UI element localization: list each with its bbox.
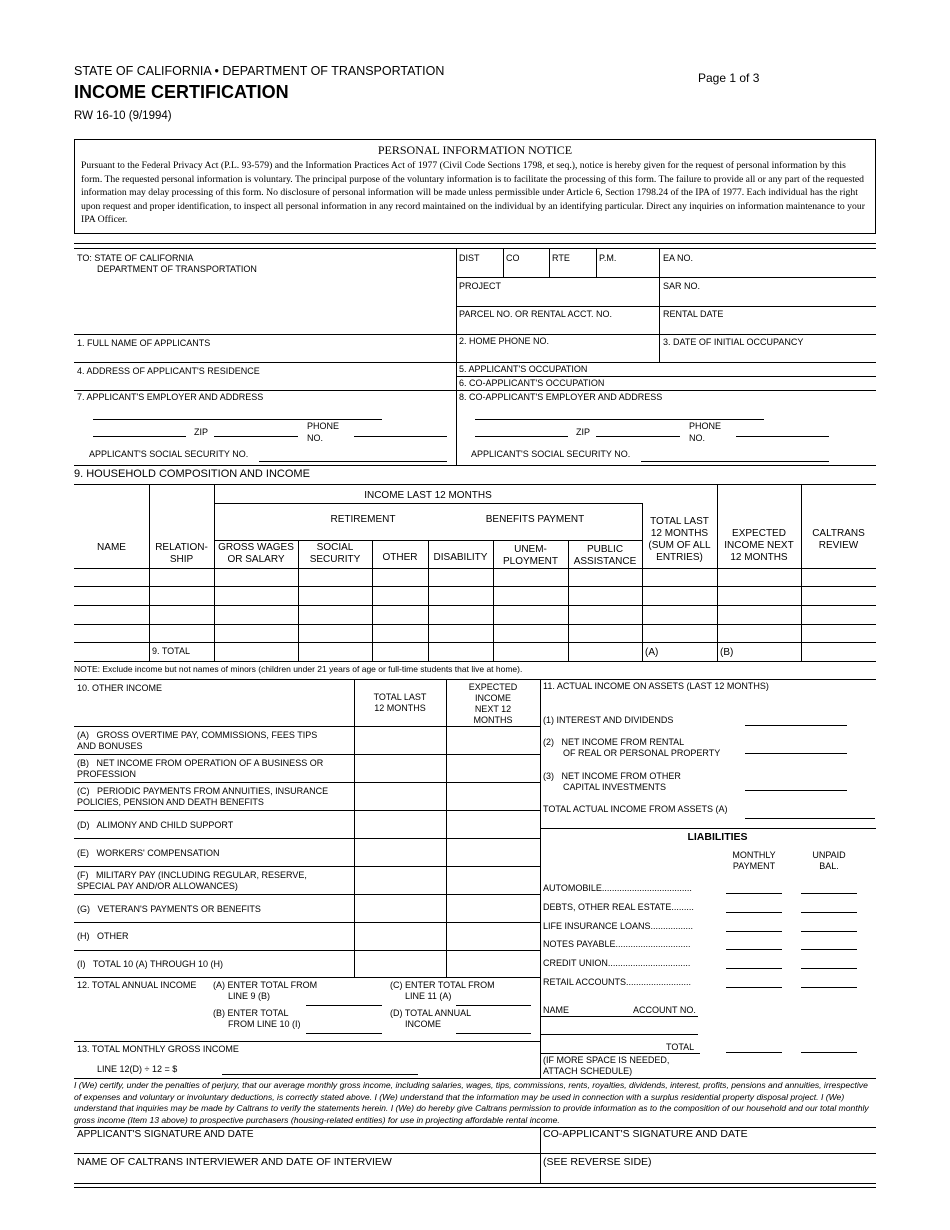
col-total: TOTAL LAST 12 MONTHS (SUM OF ALL ENTRIES) — [648, 516, 711, 563]
other-row-c: (C) PERIODIC PAYMENTS FROM ANNUITIES, INSURANCE POLICIES, PENSION AND DEATH BENEFITS — [77, 786, 329, 807]
rte-label: RTE — [552, 253, 570, 263]
liabilities-title: LIABILITIES — [687, 831, 748, 843]
liab-name-input-2[interactable] — [540, 1034, 698, 1035]
privacy-notice-box — [74, 139, 876, 234]
liab-credit-unpaid[interactable] — [801, 968, 857, 969]
income-last-header: INCOME LAST 12 MONTHS — [364, 490, 492, 501]
annual-b: (B) ENTER TOTAL FROM LINE 10 (I) — [213, 1008, 301, 1029]
other-income-title: 10. OTHER INCOME — [77, 683, 163, 693]
other-row-h: (H) OTHER — [77, 931, 129, 941]
other-row-g: (G) VETERAN'S PAYMENTS OR BENEFITS — [77, 904, 261, 914]
form-number: RW 16-10 (9/1994) — [74, 110, 172, 122]
to-line-2: DEPARTMENT OF TRANSPORTATION — [97, 264, 257, 274]
applicant-occupation-label: 5. APPLICANT'S OCCUPATION — [459, 364, 588, 374]
employer-input[interactable] — [93, 419, 382, 420]
liab-notes: NOTES PAYABLE.............................. — [543, 939, 691, 949]
col-public-assistance: PUBLIC ASSISTANCE — [573, 544, 637, 567]
liab-life-unpaid[interactable] — [801, 931, 857, 932]
interviewer-label: NAME OF CALTRANS INTERVIEWER AND DATE OF INTERVIEW — [77, 1156, 392, 1168]
parcel-label: PARCEL NO. OR RENTAL ACCT. NO. — [459, 309, 613, 319]
liab-total-label: TOTAL — [666, 1042, 695, 1052]
other-row-e: (E) WORKERS' COMPENSATION — [77, 848, 220, 858]
liab-auto-unpaid[interactable] — [801, 893, 857, 894]
liab-more-space: (IF MORE SPACE IS NEEDED, ATTACH SCHEDULE) — [543, 1055, 670, 1076]
liab-automobile: AUTOMOBILE.................................... — [543, 883, 692, 893]
ssn-input[interactable] — [259, 461, 447, 462]
phone-no-label: NO. — [307, 433, 324, 443]
sar-no-label: SAR NO. — [663, 281, 701, 291]
annual-b-input[interactable] — [306, 1033, 382, 1034]
col-caltrans-review: CALTRANS REVIEW — [812, 528, 865, 551]
other-row-d: (D) ALIMONY AND CHILD SUPPORT — [77, 820, 234, 830]
assets-interest-input[interactable] — [745, 725, 847, 726]
dist-label: DIST — [459, 253, 480, 263]
col-gross-wages: GROSS WAGES OR SALARY — [218, 542, 294, 565]
assets-rental-input[interactable] — [745, 753, 847, 754]
household-note: NOTE: Exclude income but not names of minors (children under 21 years of age or full-time students that live at home). — [74, 664, 523, 674]
monthly-formula: LINE 12(D) ÷ 12 = $ — [97, 1064, 178, 1074]
other-row-b: (B) NET INCOME FROM OPERATION OF A BUSINESS OR PROFESSION — [77, 758, 324, 779]
assets-interest: (1) INTEREST AND DIVIDENDS — [543, 715, 674, 725]
ea-no-label: EA NO. — [663, 253, 694, 263]
benefits-header: BENEFITS PAYMENT — [485, 514, 585, 525]
assets-title: 11. ACTUAL INCOME ON ASSETS (LAST 12 MONTHS) — [543, 681, 769, 691]
rental-date-label: RENTAL DATE — [663, 309, 724, 319]
liab-retail-unpaid[interactable] — [801, 987, 857, 988]
address-label: 4. ADDRESS OF APPLICANT'S RESIDENCE — [77, 366, 260, 376]
reverse-side-label: (SEE REVERSE SIDE) — [543, 1156, 652, 1168]
annual-a: (A) ENTER TOTAL FROM LINE 9 (B) — [213, 980, 318, 1001]
liab-account-label: ACCOUNT NO. — [633, 1005, 696, 1015]
liab-total-unpaid[interactable] — [801, 1052, 857, 1053]
co-phone-no-label: NO. — [689, 433, 706, 443]
liab-retail: RETAIL ACCOUNTS.......................... — [543, 977, 692, 987]
liab-name-label: NAME — [543, 1005, 570, 1015]
household-total-label: 9. TOTAL — [152, 646, 191, 656]
phone-input[interactable] — [354, 436, 447, 437]
liab-life-insurance: LIFE INSURANCE LOANS................. — [543, 921, 694, 931]
col-social-security: SOCIAL SECURITY — [309, 542, 361, 565]
total-a-label: (A) — [645, 647, 659, 658]
col-name: NAME — [97, 542, 126, 553]
liab-credit-monthly[interactable] — [726, 968, 782, 969]
occupancy-date-label: 3. DATE OF INITIAL OCCUPANCY — [663, 337, 804, 347]
employer-address-input[interactable] — [93, 436, 186, 437]
agency-name: STATE OF CALIFORNIA • DEPARTMENT OF TRANSPORTATION — [74, 64, 445, 78]
liab-total-monthly[interactable] — [726, 1052, 782, 1053]
notice-body: Pursuant to the Federal Privacy Act (P.L. 93-579) and the Information Practices Act of 1977 (Civil Code Sections 1798, et seq.), notice is hereby given for the request of personal information by this form. The requested personal information is voluntary. The principal purpose of the voluntary information is to facilitate the processing of this form. The failure to provide all or any part of the requested information may delay processing of this form. No disclosure of personal information will be made unless permissible under Article 6, Section 1798.24 of the IPA of 1977. Each individual has the right upon request and proper identification, to inspect all personal information in any record maintained on the individual by an identifying particular. Direct any inquiries on information maintenance to your IPA Officer. — [81, 160, 865, 225]
col-other: OTHER — [382, 552, 418, 563]
coapplicant-signature-label: CO-APPLICANT'S SIGNATURE AND DATE — [543, 1128, 748, 1140]
co-zip-input[interactable] — [596, 436, 680, 437]
other-row-f: (F) MILITARY PAY (INCLUDING REGULAR, RESERVE, SPECIAL PAY AND/OR ALLOWANCES) — [77, 870, 307, 891]
assets-capital-input[interactable] — [745, 790, 847, 791]
pm-label: P.M. — [599, 253, 617, 263]
other-row-a: (A) GROSS OVERTIME PAY, COMMISSIONS, FEES TIPS AND BONUSES — [77, 730, 318, 751]
liab-debts-monthly[interactable] — [726, 912, 782, 913]
home-phone-label: 2. HOME PHONE NO. — [459, 336, 550, 346]
col-expected: EXPECTED INCOME NEXT 12 MONTHS — [724, 528, 794, 563]
col-disability: DISABILITY — [433, 552, 488, 563]
assets-rental: (2) NET INCOME FROM RENTAL OF REAL OR PERSONAL PROPERTY — [543, 737, 721, 758]
liab-notes-monthly[interactable] — [726, 949, 782, 950]
annual-a-input[interactable] — [306, 1005, 382, 1006]
annual-title: 12. TOTAL ANNUAL INCOME — [77, 980, 197, 990]
other-row-i: (I) TOTAL 10 (A) THROUGH 10 (H) — [77, 959, 224, 969]
full-name-label: 1. FULL NAME OF APPLICANTS — [77, 338, 211, 348]
monthly-title: 13. TOTAL MONTHLY GROSS INCOME — [77, 1044, 239, 1054]
ssn-label: APPLICANT'S SOCIAL SECURITY NO. — [89, 449, 249, 459]
assets-total-input[interactable] — [745, 818, 875, 819]
total-b-label: (B) — [720, 647, 734, 658]
form-title: INCOME CERTIFICATION — [74, 82, 289, 102]
project-label: PROJECT — [459, 281, 502, 291]
liab-credit-union: CREDIT UNION................................. — [543, 958, 691, 968]
co-label: CO — [506, 253, 520, 263]
liab-notes-unpaid[interactable] — [801, 949, 857, 950]
retirement-header: RETIREMENT — [330, 514, 396, 525]
employer-label: 7. APPLICANT'S EMPLOYER AND ADDRESS — [77, 392, 264, 402]
annual-d: (D) TOTAL ANNUAL INCOME — [390, 1008, 472, 1029]
assets-capital: (3) NET INCOME FROM OTHER CAPITAL INVESTMENTS — [543, 771, 681, 792]
applicant-signature-label: APPLICANT'S SIGNATURE AND DATE — [77, 1129, 254, 1140]
annual-d-input[interactable] — [456, 1033, 531, 1034]
zip-label: ZIP — [194, 427, 209, 437]
liab-life-monthly[interactable] — [726, 931, 782, 932]
liab-auto-monthly[interactable] — [726, 893, 782, 894]
annual-c-input[interactable] — [456, 1005, 531, 1006]
page-number: Page 1 of 3 — [698, 71, 760, 85]
co-ssn-input[interactable] — [641, 461, 829, 462]
coemployer-input[interactable] — [475, 419, 764, 420]
coemployer-address-input[interactable] — [475, 436, 568, 437]
co-ssn-label: APPLICANT'S SOCIAL SECURITY NO. — [471, 449, 631, 459]
other-col-total: TOTAL LAST 12 MONTHS — [373, 692, 427, 713]
assets-total: TOTAL ACTUAL INCOME FROM ASSETS (A) — [543, 804, 728, 814]
annual-c: (C) ENTER TOTAL FROM LINE 11 (A) — [390, 980, 495, 1001]
monthly-input[interactable] — [222, 1074, 418, 1075]
notice-title: PERSONAL INFORMATION NOTICE — [377, 143, 573, 157]
coemployer-label: 8. CO-APPLICANT'S EMPLOYER AND ADDRESS — [459, 392, 663, 402]
liab-col-monthly: MONTHLY PAYMENT — [732, 850, 776, 871]
zip-input[interactable] — [214, 436, 298, 437]
liab-debts: DEBTS, OTHER REAL ESTATE......... — [543, 902, 694, 912]
to-line-1: TO: STATE OF CALIFORNIA — [77, 253, 194, 263]
co-phone-input[interactable] — [736, 436, 829, 437]
co-zip-label: ZIP — [576, 427, 591, 437]
certification-text: I (We) certify, under the penalties of perjury, that our average monthly gross income, including salaries, wages, tips, commissions, rents, royalties, dividends, interest, profits, pensions and annuities, irrespective of expenses and voluntary or involuntary deductions, is correctly stated above. I (We) understand that the information may be used in connection with a surplus residential property disposal project. I (We) understand that inquiries may be made by Caltrans to verify the statements herein. I (We) do hereby give Caltrans permission to provide information as to the composition of our household and our total monthly gross income (Item 13 above) to prospective purchasers (housing-related entities) for use in projecting affordable rental income. — [74, 1080, 869, 1125]
col-relationship: RELATION- SHIP — [155, 542, 208, 565]
other-col-expected: EXPECTED INCOME NEXT 12 MONTHS — [468, 682, 518, 725]
liab-col-unpaid: UNPAID BAL. — [812, 850, 846, 871]
coapplicant-occupation-label: 6. CO-APPLICANT'S OCCUPATION — [459, 378, 605, 388]
co-phone-label: PHONE — [689, 421, 722, 431]
liab-debts-unpaid[interactable] — [801, 912, 857, 913]
phone-label: PHONE — [307, 421, 340, 431]
liab-retail-monthly[interactable] — [726, 987, 782, 988]
liab-name-input-1[interactable] — [540, 1016, 698, 1017]
col-unemployment: UNEM- PLOYMENT — [502, 544, 558, 567]
household-title: 9. HOUSEHOLD COMPOSITION AND INCOME — [74, 468, 310, 480]
